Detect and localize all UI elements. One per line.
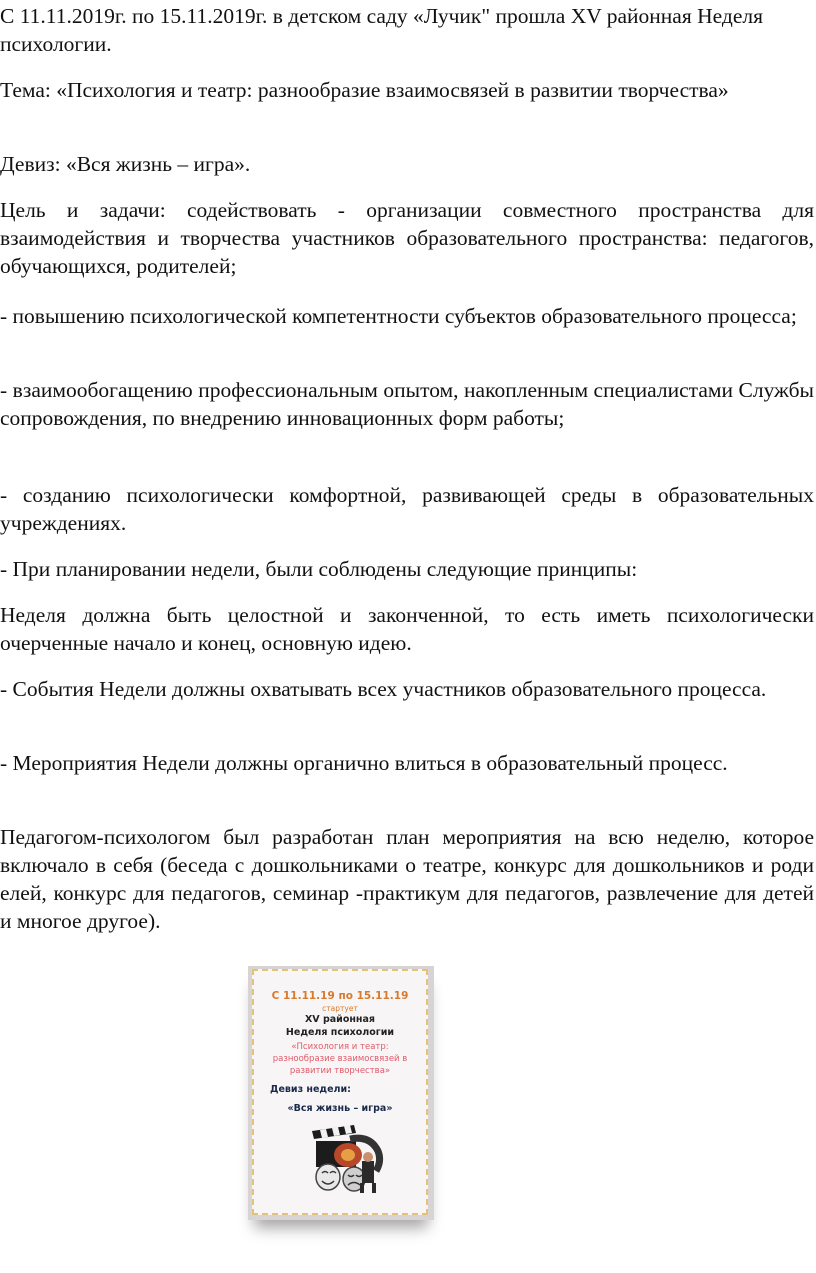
poster-edition: XV районная: [304, 1014, 376, 1025]
poster-theme-line2: разнообразие взаимосвязей в: [272, 1054, 408, 1064]
paragraph-goals: Цель и задачи: содействовать - организации совместного пространства для взаимодействия и творчества участников образовательного пространства: педагогов, обучающихся, родителей;: [0, 198, 814, 278]
paragraph-task-experience: - взаимообогащению профессиональным опытом, накопленным специалистами Службы сопровождения, по внедрению инновационных форм работы;: [0, 378, 814, 430]
paragraph-intro: С 11.11.2019г. по 15.11.2019г. в детском саду «Лучик" прошла XV районная Неделя психологии.: [0, 4, 763, 56]
paragraph-principle-participants: - События Недели должны охватывать всех участников образовательного процесса.: [0, 677, 767, 701]
paragraph-task-environment: - созданию психологически комфортной, развивающей среды в образовательных учреждениях.: [0, 483, 814, 535]
paragraph-plan: Педагогом-психологом был разработан план мероприятия на всю неделю, которое включало в себя (беседа с дошкольниками о театре, конкурс для дошкольников и роди елей, конкурс для педагогов, семинар -практикум для педагогов, развлечение для детей и многое другое).: [0, 825, 814, 933]
poster: [252, 969, 428, 1215]
poster-event: Неделя психологии: [285, 1027, 395, 1038]
paragraph-task-competence: - повышению психологической компетентности субъектов образовательного процесса;: [0, 304, 797, 328]
poster-starts: стартует: [322, 1004, 358, 1013]
poster-motto-heading: Девиз недели:: [270, 1084, 351, 1095]
poster-photo: [248, 966, 434, 1220]
poster-theme-line3: развитии творчества»: [289, 1066, 391, 1076]
paragraph-theme: Тема: «Психология и театр: разнообразие взаимосвязей в развитии творчества»: [0, 78, 729, 102]
paragraph-motto: Девиз: «Вся жизнь – игра».: [0, 152, 251, 176]
paragraph-principles: - При планировании недели, были соблюдены следующие принципы:: [0, 557, 638, 581]
poster-theme-line1: «Психология и театр:: [291, 1042, 389, 1052]
poster-motto: «Вся жизнь – игра»: [287, 1103, 393, 1114]
theatre-masks-clapperboard-icon: [298, 1121, 390, 1195]
paragraph-principle-integration: - Мероприятия Недели должны органично влиться в образовательный процесс.: [0, 751, 728, 775]
paragraph-principle-integrity: Неделя должна быть целостной и законченной, то есть иметь психологически очерченные начало и конец, основную идею.: [0, 603, 814, 655]
poster-dates: С 11.11.19 по 15.11.19: [271, 990, 409, 1002]
